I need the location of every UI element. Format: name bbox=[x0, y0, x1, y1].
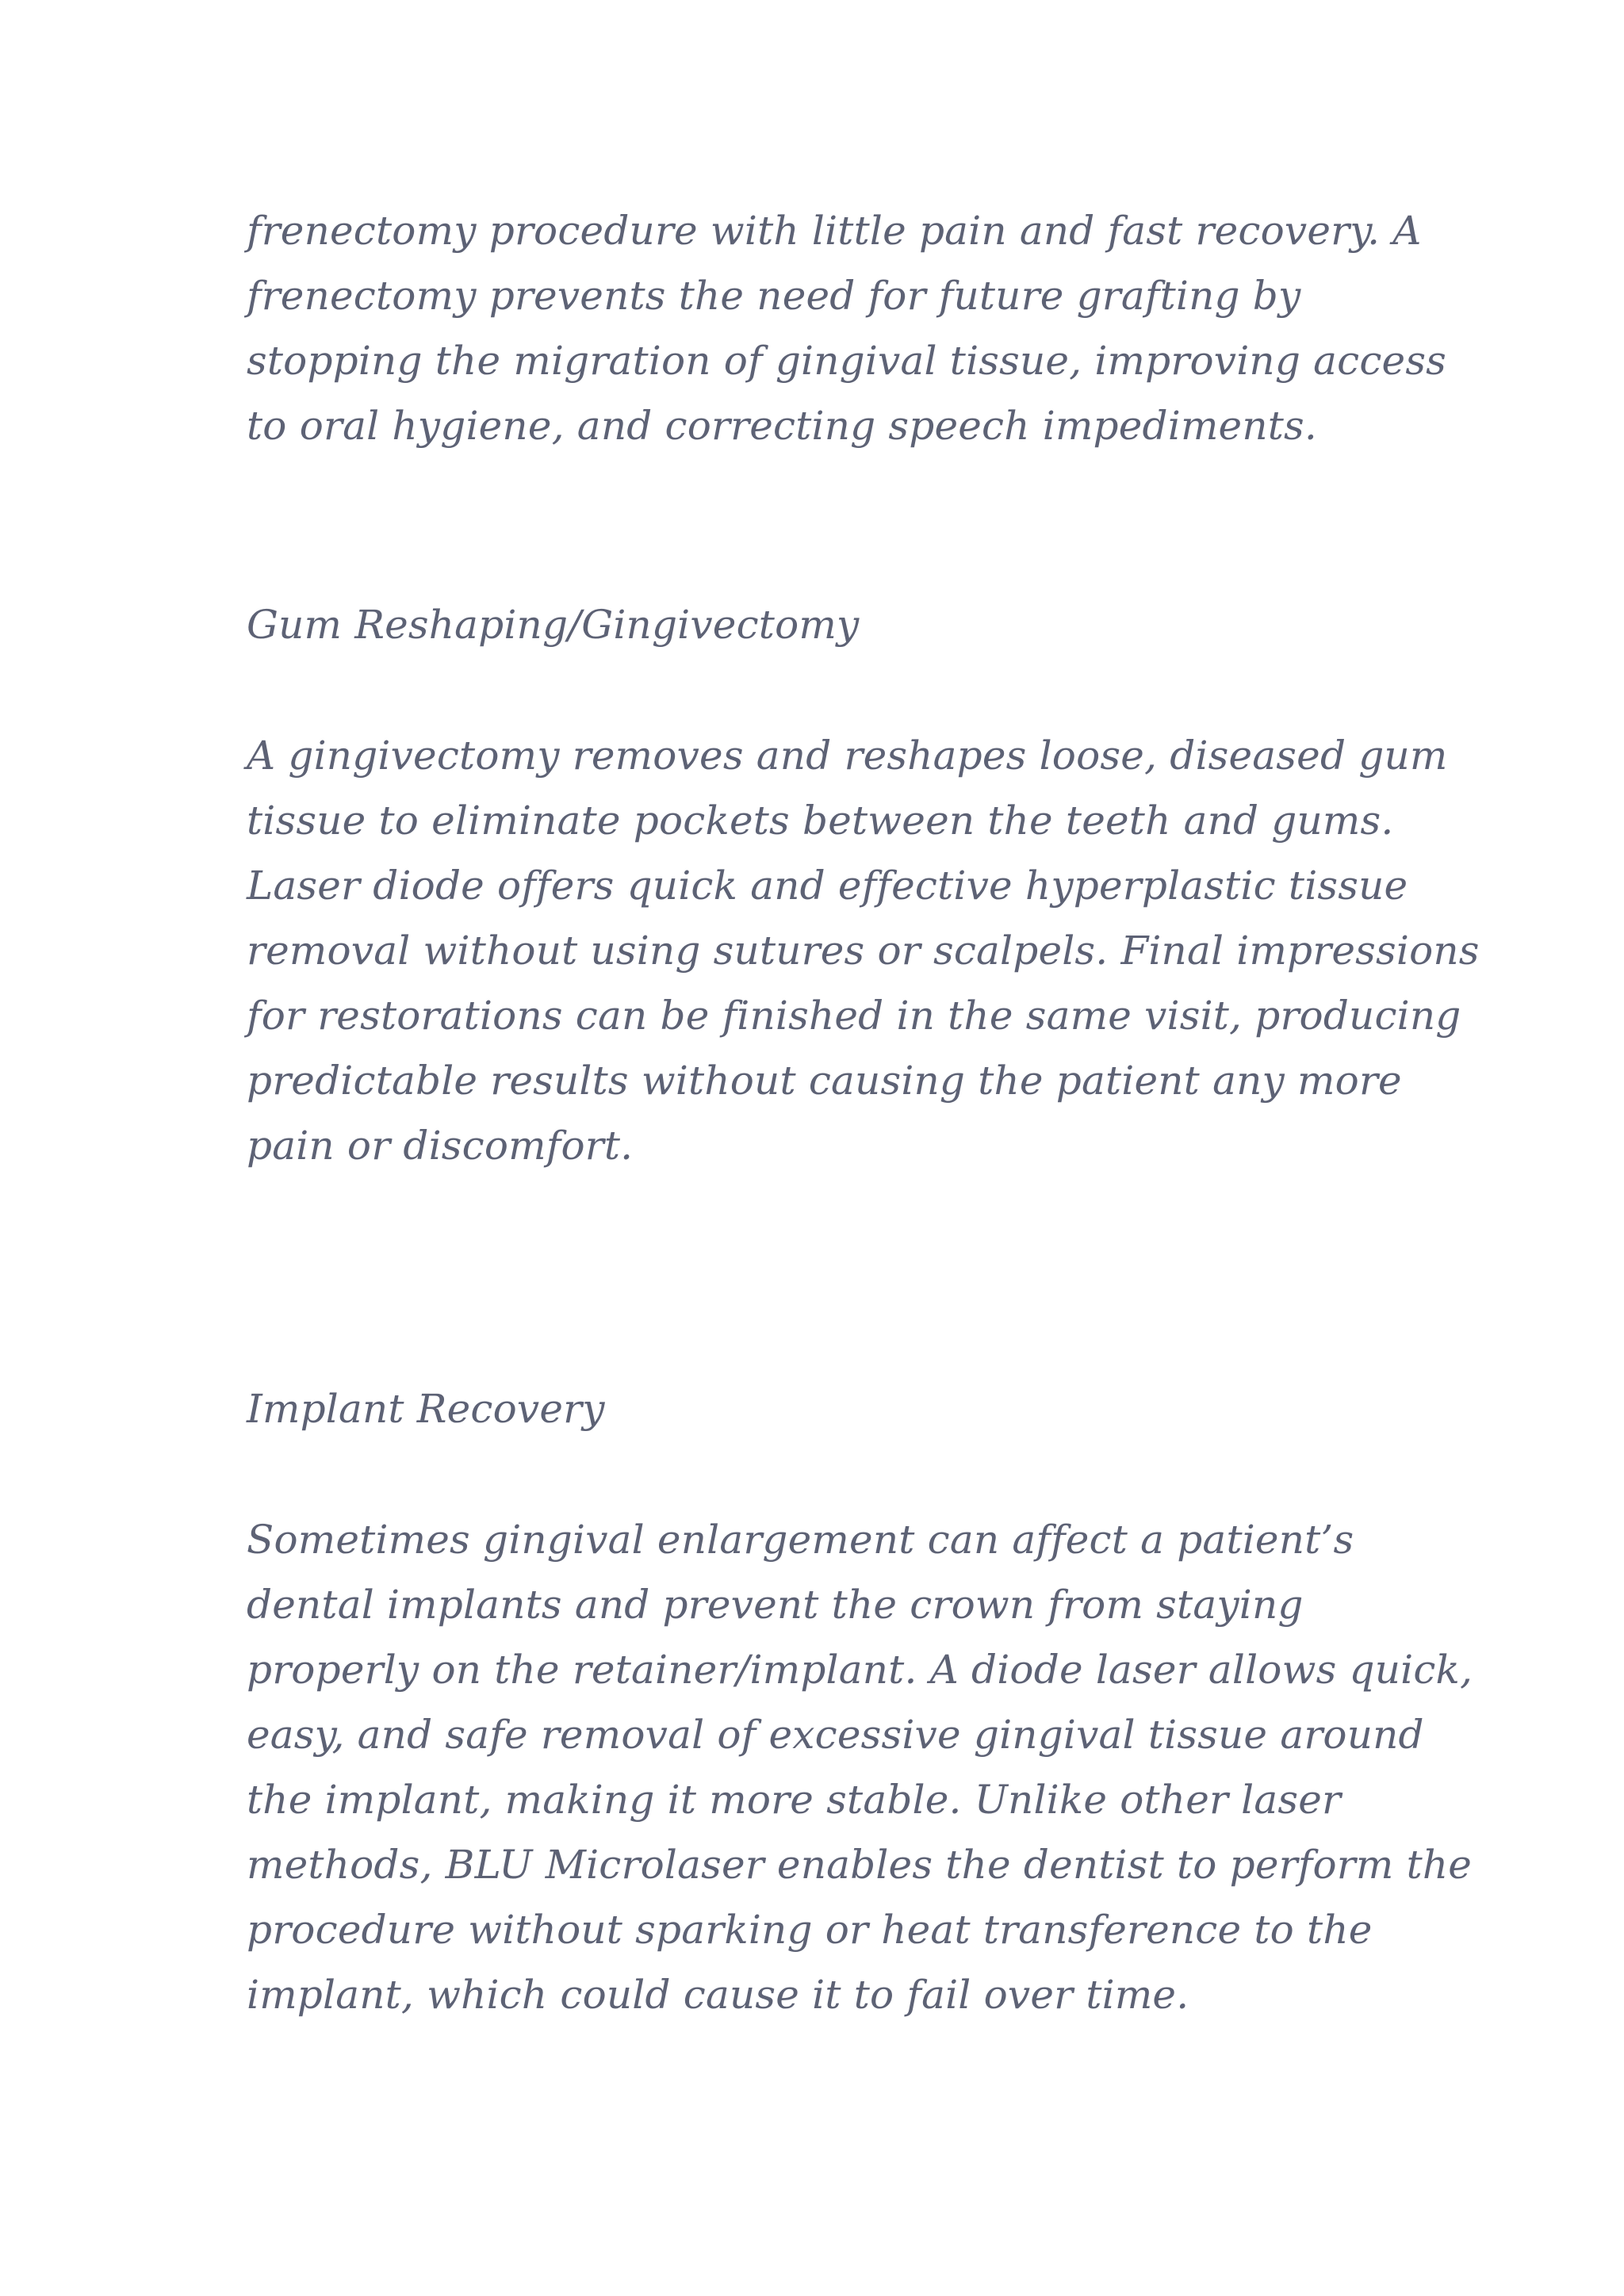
paragraph-line: stopping the migration of gingival tissue, improving access bbox=[247, 338, 1447, 384]
paragraph-line: implant, which could cause it to fail over time. bbox=[247, 1972, 1189, 2018]
paragraph-line: for restorations can be finished in the same visit, producing bbox=[247, 993, 1461, 1039]
implant-recovery-paragraph bbox=[247, 1507, 1473, 2027]
intro-paragraph bbox=[247, 198, 1447, 458]
section-heading-implant-recovery: Implant Recovery bbox=[247, 1386, 605, 1432]
paragraph-line: Laser diode offers quick and effective hyperplastic tissue bbox=[247, 863, 1408, 909]
paragraph-line: properly on the retainer/implant. A diode laser allows quick, bbox=[247, 1647, 1473, 1693]
paragraph-line: procedure without sparking or heat transference to the bbox=[247, 1907, 1373, 1953]
paragraph-line: frenectomy procedure with little pain and fast recovery. A bbox=[247, 208, 1422, 254]
paragraph-line: Sometimes gingival enlargement can affect a patient’s bbox=[247, 1517, 1354, 1563]
paragraph-line: to oral hygiene, and correcting speech impediments. bbox=[247, 403, 1317, 449]
section-heading-gum-reshaping: Gum Reshaping/Gingivectomy bbox=[247, 602, 860, 648]
paragraph-line: tissue to eliminate pockets between the teeth and gums. bbox=[247, 798, 1394, 844]
paragraph-line: predictable results without causing the patient any more bbox=[247, 1058, 1402, 1104]
paragraph-line: removal without using sutures or scalpels. Final impressions bbox=[247, 928, 1480, 974]
paragraph-line: the implant, making it more stable. Unlike other laser bbox=[247, 1777, 1342, 1823]
paragraph-line: methods, BLU Microlaser enables the dentist to perform the bbox=[247, 1842, 1473, 1888]
paragraph-line: frenectomy prevents the need for future grafting by bbox=[247, 273, 1301, 319]
gum-reshaping-paragraph bbox=[247, 723, 1480, 1178]
paragraph-line: A gingivectomy removes and reshapes loose, diseased gum bbox=[247, 733, 1448, 779]
paragraph-line: pain or discomfort. bbox=[247, 1123, 634, 1169]
paragraph-line: easy, and safe removal of excessive gingival tissue around bbox=[247, 1712, 1424, 1758]
paragraph-line: dental implants and prevent the crown from staying bbox=[247, 1582, 1304, 1628]
